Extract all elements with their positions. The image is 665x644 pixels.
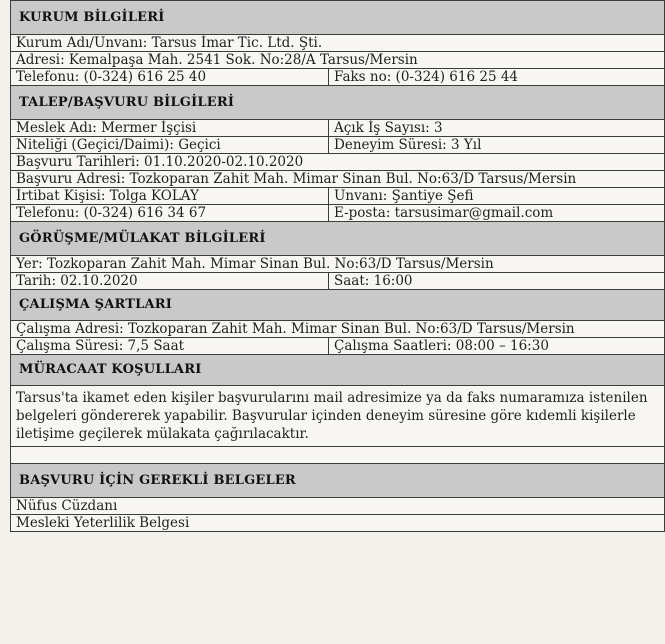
niteligi: Niteliği (Geçici/Daimi): Geçici <box>11 137 329 154</box>
e-posta: E-posta: tarsusimar@gmail.com <box>329 205 665 222</box>
gorusme-saat: Saat: 16:00 <box>329 273 665 290</box>
gorusme-tarih: Tarih: 02.10.2020 <box>11 273 329 290</box>
calisma-saatleri: Çalışma Saatleri: 08:00 – 16:30 <box>329 338 665 355</box>
section-header-muracaat: MÜRACAAT KOŞULLARI <box>11 355 665 386</box>
calisma-adresi: Çalışma Adresi: Tozkoparan Zahit Mah. Mimar Sinan Bul. No:63/D Tarsus/Mersin <box>11 321 665 338</box>
gorusme-yer: Yer: Tozkoparan Zahit Mah. Mimar Sinan Bul. No:63/D Tarsus/Mersin <box>11 256 665 273</box>
belge-item: Nüfus Cüzdanı <box>11 498 665 515</box>
irtibat-kisisi: İrtibat Kişisi: Tolga KOLAY <box>11 188 329 205</box>
job-posting-form <box>10 0 665 532</box>
acik-is-sayisi: Açık İş Sayısı: 3 <box>329 120 665 137</box>
kurum-adi: Kurum Adı/Unvanı: Tarsus İmar Tic. Ltd. Şti. <box>11 35 665 52</box>
section-header-belgeler: BAŞVURU İÇİN GEREKLİ BELGELER <box>11 464 665 498</box>
talep-telefon: Telefonu: (0-324) 616 34 67 <box>11 205 329 222</box>
basvuru-adresi: Başvuru Adresi: Tozkoparan Zahit Mah. Mimar Sinan Bul. No:63/D Tarsus/Mersin <box>11 171 665 188</box>
deneyim-suresi: Deneyim Süresi: 3 Yıl <box>329 137 665 154</box>
belge-item: Mesleki Yeterlilik Belgesi <box>11 515 665 532</box>
unvani: Unvanı: Şantiye Şefi <box>329 188 665 205</box>
calisma-suresi: Çalışma Süresi: 7,5 Saat <box>11 338 329 355</box>
section-header-gorusme: GÖRÜŞME/MÜLAKAT BİLGİLERİ <box>11 222 665 256</box>
section-header-calisma: ÇALIŞMA ŞARTLARI <box>11 290 665 321</box>
meslek-adi: Meslek Adı: Mermer İşçisi <box>11 120 329 137</box>
section-header-talep: TALEP/BAŞVURU BİLGİLERİ <box>11 86 665 120</box>
kurum-telefon: Telefonu: (0-324) 616 25 40 <box>11 69 329 86</box>
basvuru-tarihleri: Başvuru Tarihleri: 01.10.2020-02.10.2020 <box>11 154 665 171</box>
empty-row <box>11 447 665 464</box>
kurum-faks: Faks no: (0-324) 616 25 44 <box>329 69 665 86</box>
muracaat-metni: Tarsus'ta ikamet eden kişiler başvurularını mail adresimize ya da faks numaramıza istenilen belgeleri göndererek yapabilir. Başvurular içinden deneyim süresine göre kıdemli kişilerle iletişime geçilerek mülakata çağırılacaktır. <box>11 386 665 447</box>
section-header-kurum: KURUM BİLGİLERİ <box>11 1 665 35</box>
kurum-adres: Adresi: Kemalpaşa Mah. 2541 Sok. No:28/A Tarsus/Mersin <box>11 52 665 69</box>
